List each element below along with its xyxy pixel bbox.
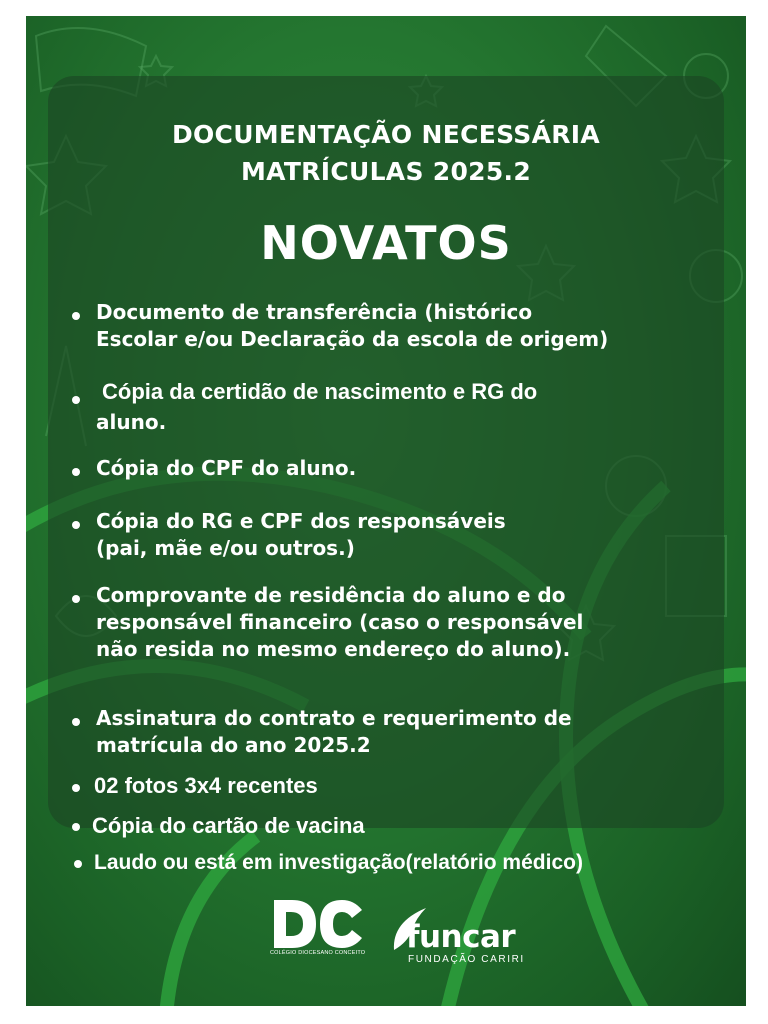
- section-heading: NOVATOS: [260, 216, 512, 270]
- bullet-icon: [72, 718, 80, 726]
- list-item-line: Cópia da certidão de nascimento e RG do: [102, 379, 538, 404]
- list-item-line: Escolar e/ou Declaração da escola de origem): [96, 327, 609, 351]
- list-item-line: Laudo ou está em investigação(relatório médico): [94, 851, 583, 874]
- list-item-line: Cópia do cartão de vacina: [92, 813, 365, 838]
- funcar-logo-caption: FUNDAÇÃO CARIRI: [408, 954, 525, 965]
- list-item-line: Cópia do RG e CPF dos responsáveis: [96, 509, 506, 533]
- dc-logo: [270, 896, 370, 976]
- list-item-line: Cópia do CPF do aluno.: [96, 456, 357, 480]
- list-item-line: não resida no mesmo endereço do aluno).: [96, 637, 571, 661]
- list-item: [96, 508, 506, 562]
- funcar-logo-text: funcar: [406, 919, 516, 955]
- list-item-line: matrícula do ano 2025.2: [96, 733, 371, 757]
- bullet-icon: [72, 595, 80, 603]
- page-title-line-2: MATRÍCULAS 2025.2: [240, 157, 532, 186]
- bullet-icon: [72, 784, 80, 792]
- list-item: [96, 582, 583, 663]
- list-item-line: Assinatura do contrato e requerimento de: [96, 706, 572, 730]
- bullet-icon: [72, 521, 80, 529]
- list-item-line: responsável financeiro (caso o responsável: [96, 610, 584, 634]
- list-item-line: 02 fotos 3x4 recentes: [94, 773, 318, 798]
- bullet-icon: [72, 823, 80, 831]
- bullet-icon: [72, 312, 80, 320]
- list-item: [94, 849, 583, 876]
- list-item: [96, 299, 608, 353]
- list-item-line: Comprovante de residência do aluno e do: [96, 583, 566, 607]
- list-item: [92, 812, 365, 839]
- list-item-line: (pai, mãe e/ou outros.): [96, 536, 355, 560]
- bullet-icon: [74, 860, 82, 868]
- page-title-line-1: DOCUMENTAÇÃO NECESSÁRIA: [171, 120, 601, 149]
- list-item: [96, 705, 572, 759]
- list-item: [94, 772, 318, 799]
- bullet-icon: [72, 396, 80, 404]
- list-item: [96, 455, 356, 482]
- list-item: [96, 377, 537, 437]
- list-item-line: aluno.: [96, 410, 167, 434]
- list-item-line: Documento de transferência (histórico: [96, 300, 533, 324]
- dc-logo-caption: COLÉGIO DIOCESANO CONCEITO: [270, 950, 366, 956]
- poster: [26, 16, 746, 1006]
- bullet-icon: [72, 468, 80, 476]
